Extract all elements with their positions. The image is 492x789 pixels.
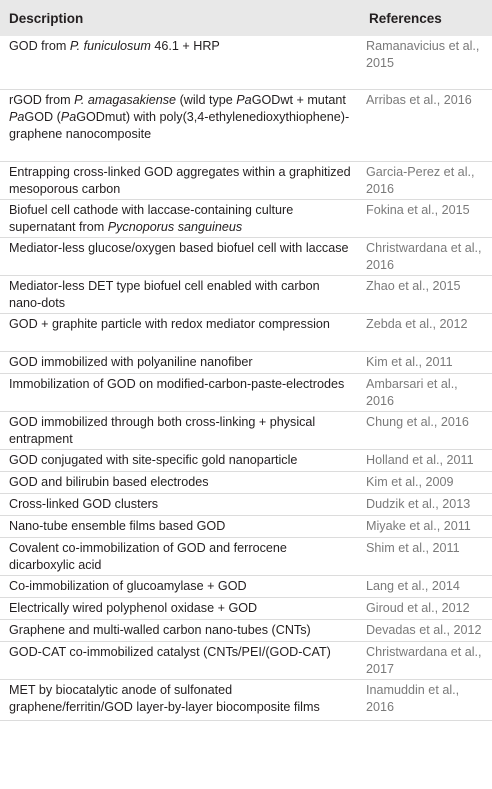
table-row (0, 472, 492, 494)
table-row (0, 538, 492, 576)
row-reference: Holland et al., 2011 (366, 453, 474, 467)
row-description: Entrapping cross-linked GOD aggregates within a graphitized mesoporous carbon (9, 165, 351, 196)
row-description: GOD + graphite particle with redox mediator compression (9, 317, 330, 331)
table-row (0, 238, 492, 276)
row-description: GOD immobilized with polyaniline nanofiber (9, 355, 253, 369)
row-description: Mediator-less DET type biofuel cell enabled with carbon nano-dots (9, 279, 320, 310)
row-reference: Chung et al., 2016 (366, 415, 469, 429)
row-reference: Kim et al., 2009 (366, 475, 454, 489)
row-description: Graphene and multi-walled carbon nano-tubes (CNTs) (9, 623, 311, 637)
table-row (0, 450, 492, 472)
row-description: Immobilization of GOD on modified-carbon-paste-electrodes (9, 377, 345, 391)
table-row (0, 200, 492, 238)
row-reference: Devadas et al., 2012 (366, 623, 482, 637)
row-description: GOD and bilirubin based electrodes (9, 475, 209, 489)
row-description: Biofuel cell cathode with laccase-containing culture supernatant from Pycnoporus sanguineus (9, 203, 294, 234)
row-description: Mediator-less glucose/oxygen based biofuel cell with laccase (9, 241, 349, 255)
row-reference: Miyake et al., 2011 (366, 519, 471, 533)
row-description: MET by biocatalytic anode of sulfonated graphene/ferritin/GOD layer-by-layer biocomposite films (9, 683, 320, 714)
table-row (0, 352, 492, 374)
row-description: Covalent co-immobilization of GOD and ferrocene dicarboxylic acid (9, 541, 287, 572)
table-row (0, 36, 492, 90)
row-reference: Christwardana et al., 2016 (366, 241, 482, 272)
references-header: References (369, 10, 442, 26)
row-description: Electrically wired polyphenol oxidase + GOD (9, 601, 258, 615)
row-reference: Zhao et al., 2015 (366, 279, 461, 293)
row-description: rGOD from P. amagasakiense (wild type PaGODwt + mutant PaGOD (PaGODmut) with poly(3,4-ethylenedioxythiophene)-graphene nanocomposite (9, 93, 350, 141)
row-reference: Inamuddin et al., 2016 (366, 683, 460, 714)
row-description: Cross-linked GOD clusters (9, 497, 159, 511)
table-row (0, 516, 492, 538)
table-row (0, 494, 492, 516)
row-description: Nano-tube ensemble films based GOD (9, 519, 226, 533)
table-row (0, 90, 492, 162)
row-reference: Zebda et al., 2012 (366, 317, 468, 331)
table-row (0, 412, 492, 450)
row-description: GOD from P. funiculosum 46.1 + HRP (9, 39, 220, 53)
row-description: Co-immobilization of glucoamylase + GOD (9, 579, 247, 593)
row-description: GOD conjugated with site-specific gold nanoparticle (9, 453, 298, 467)
row-reference: Dudzik et al., 2013 (366, 497, 471, 511)
row-description: GOD-CAT co-immobilized catalyst (CNTs/PEI/(GOD-CAT) (9, 645, 331, 659)
row-reference: Garcia-Perez et al., 2016 (366, 165, 475, 196)
row-reference: Shim et al., 2011 (366, 541, 460, 555)
table-row (0, 598, 492, 620)
table-row (0, 162, 492, 200)
table-row (0, 680, 492, 721)
row-reference: Kim et al., 2011 (366, 355, 453, 369)
row-description: GOD immobilized through both cross-linking + physical entrapment (9, 415, 316, 446)
table-row (0, 576, 492, 598)
table-row (0, 314, 492, 352)
row-reference: Lang et al., 2014 (366, 579, 460, 593)
row-reference: Ramanavicius et al., 2015 (366, 39, 480, 70)
table-row (0, 374, 492, 412)
row-reference: Ambarsari et al., 2016 (366, 377, 458, 408)
row-reference: Giroud et al., 2012 (366, 601, 470, 615)
description-header: Description (9, 10, 84, 26)
row-reference: Fokina et al., 2015 (366, 203, 470, 217)
table-row (0, 276, 492, 314)
row-reference: Christwardana et al., 2017 (366, 645, 482, 676)
table-body (0, 36, 492, 721)
table-row (0, 620, 492, 642)
table-header (0, 0, 492, 36)
row-reference: Arribas et al., 2016 (366, 93, 472, 107)
table-row (0, 642, 492, 680)
